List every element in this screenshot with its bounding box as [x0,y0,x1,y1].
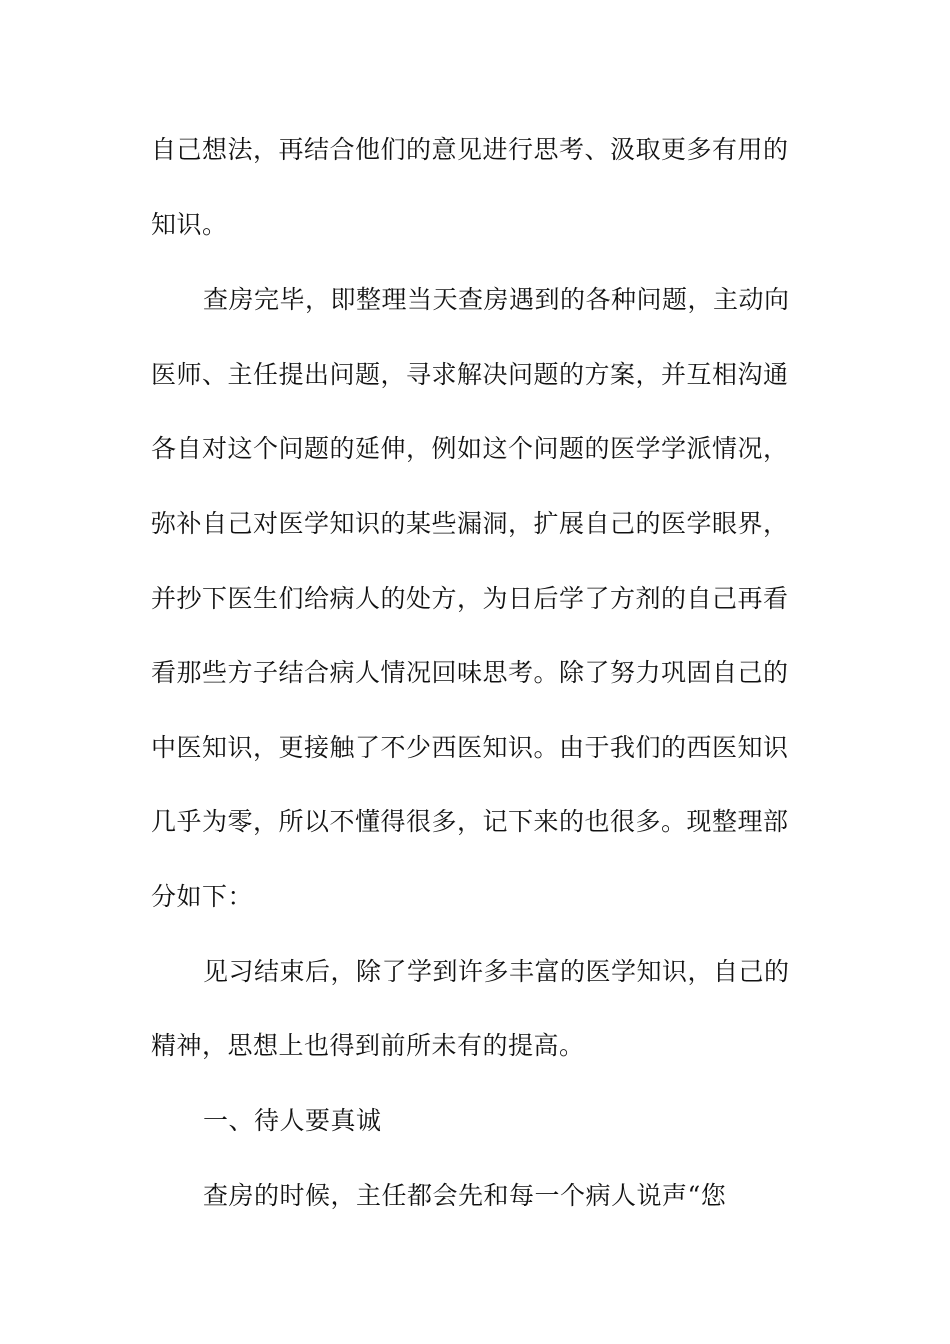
text-line: 精神，思想上也得到前所未有的提高。 [151,1031,585,1060]
text-line: 几乎为零，所以不懂得很多，记下来的也很多。现整理部 [151,807,789,836]
text-line: 各自对这个问题的延伸，例如这个问题的医学学派情况， [151,434,789,463]
text-line: 看那些方子结合病人情况回味思考。除了努力巩固自己的 [151,658,789,687]
text-line: 医师、主任提出问题，寻求解决问题的方案，并互相沟通 [151,360,789,389]
text-line: 弥补自己对医学知识的某些漏洞，扩展自己的医学眼界， [151,509,789,538]
paragraph-start-line: 查房的时候，主任都会先和每一个病人说声“您 [203,1181,727,1210]
text-line: 分如下： [151,882,254,911]
paragraph-start-line: 查房完毕，即整理当天查房遇到的各种问题，主动向 [203,285,790,314]
text-line: 知识。 [151,210,228,239]
text-line: 并抄下医生们给病人的处方，为日后学了方剂的自己再看 [151,584,789,613]
paragraph-start-line: 见习结束后，除了学到许多丰富的医学知识，自己的 [203,957,790,986]
section-heading: 一、待人要真诚 [203,1106,382,1135]
text-line: 中医知识，更接触了不少西医知识。由于我们的西医知识 [151,733,789,762]
text-line: 自己想法，再结合他们的意见进行思考、汲取更多有用的 [151,135,789,164]
